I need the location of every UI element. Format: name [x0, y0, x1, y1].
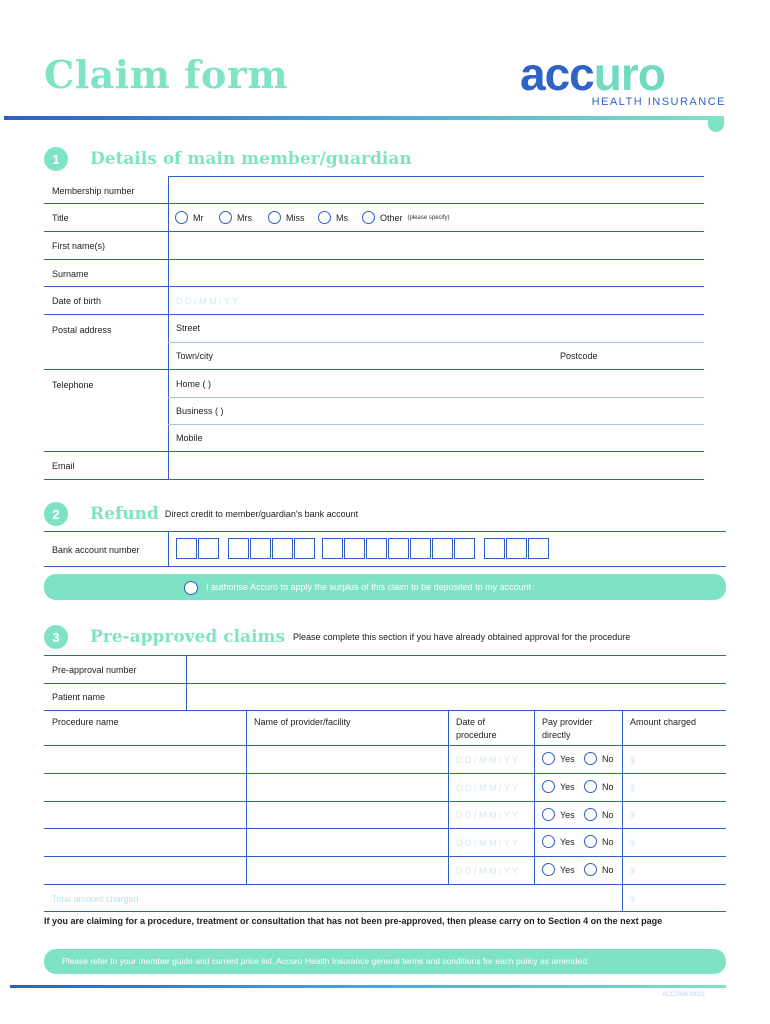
radio-icon[interactable] [184, 581, 198, 595]
dob-placeholder: D D / M M / Y Y [176, 296, 239, 306]
consent-radio[interactable] [184, 579, 198, 597]
title-ms-option[interactable]: Ms [318, 211, 348, 224]
col-pay-header-1: Pay provider [542, 717, 593, 727]
radio-icon[interactable] [542, 835, 555, 848]
bank-digit-box[interactable] [198, 538, 219, 559]
section4-note: If you are claiming for a procedure, treatment or consultation that has not been pre-approved, then please carry on to Section 4 on the next page [44, 916, 663, 926]
pay-yes-option[interactable]: Yes [542, 808, 575, 821]
logo-subtitle: HEALTH INSURANCE [591, 96, 726, 108]
section3-heading [44, 625, 630, 649]
section2-number: 2 [44, 502, 68, 526]
bank-digit-box[interactable] [454, 538, 475, 559]
amount-currency[interactable]: $ [630, 866, 636, 876]
patient-name-input[interactable] [187, 684, 726, 710]
radio-icon[interactable] [584, 808, 597, 821]
bank-digit-box[interactable] [506, 538, 527, 559]
logo-uro: uro [593, 48, 665, 100]
bank-digit-box[interactable] [410, 538, 431, 559]
radio-icon[interactable] [542, 808, 555, 821]
first-names-row[interactable] [44, 232, 704, 260]
section2-title: Refund [90, 504, 159, 524]
title-other-option[interactable]: Other (please specify) [362, 211, 450, 224]
amount-currency[interactable]: $ [630, 755, 636, 765]
radio-icon[interactable] [219, 211, 232, 224]
pay-no-option[interactable]: No [584, 835, 614, 848]
radio-icon[interactable] [318, 211, 331, 224]
bank-digit-box[interactable] [528, 538, 549, 559]
telephone-row [44, 370, 704, 452]
col-pay-header-2: directly [542, 730, 571, 740]
section3-title: Pre-approved claims [90, 627, 286, 647]
col-divider-3 [534, 710, 535, 884]
table-row-line [44, 884, 726, 885]
amount-currency[interactable]: $ [630, 783, 636, 793]
title-mrs-option[interactable]: Mrs [219, 211, 252, 224]
town-field[interactable]: Town/city [176, 351, 214, 361]
email-label: Email [52, 461, 75, 471]
postal-address-label: Postal address [52, 325, 112, 335]
telephone-label: Telephone [52, 380, 94, 390]
patient-name-label: Patient name [52, 692, 106, 702]
section2-heading [44, 502, 358, 526]
title-miss-option[interactable]: Miss [268, 211, 305, 224]
date-placeholder[interactable]: D D / M M / Y Y [456, 866, 519, 876]
phone-inner-line-2 [168, 424, 704, 425]
bank-digit-box[interactable] [344, 538, 365, 559]
table-total-line [44, 911, 726, 912]
radio-icon[interactable] [542, 780, 555, 793]
business-phone-field[interactable]: Business ( ) [176, 406, 224, 416]
pay-no-option[interactable]: No [584, 808, 614, 821]
radio-icon[interactable] [542, 752, 555, 765]
header-divider-tab [708, 116, 724, 132]
table-row-line [44, 828, 726, 829]
table-row-line [44, 745, 726, 746]
dob-label: Date of birth [52, 296, 102, 306]
bank-digit-box[interactable] [228, 538, 249, 559]
bank-account-label: Bank account number [52, 545, 140, 555]
s2-top-line [44, 531, 726, 532]
membership-number-row[interactable] [44, 176, 704, 204]
date-placeholder[interactable]: D D / M M / Y Y [456, 755, 519, 765]
home-phone-field[interactable]: Home ( ) [176, 379, 212, 389]
date-placeholder[interactable]: D D / M M / Y Y [456, 838, 519, 848]
col-divider-2 [448, 710, 449, 884]
bank-digit-box[interactable] [484, 538, 505, 559]
section2-subtitle: Direct credit to member/guardian's bank account [164, 509, 359, 519]
pay-yes-option[interactable]: Yes [542, 863, 575, 876]
bank-digit-box[interactable] [432, 538, 453, 559]
pay-no-option[interactable]: No [584, 780, 614, 793]
surname-label: Surname [52, 269, 89, 279]
bank-digit-box[interactable] [250, 538, 271, 559]
membership-number-label: Membership number [52, 186, 135, 196]
radio-icon[interactable] [268, 211, 281, 224]
title-label: Title [52, 213, 69, 223]
total-amount-label: Total amount charged [52, 894, 139, 904]
section1-number: 1 [44, 147, 68, 171]
header-divider [4, 116, 720, 120]
preapproval-input[interactable] [187, 656, 726, 682]
accuro-logo [520, 48, 730, 108]
street-field[interactable]: Street [176, 323, 201, 333]
radio-icon[interactable] [584, 863, 597, 876]
preapproval-label: Pre-approval number [52, 665, 137, 675]
dob-row[interactable] [44, 287, 704, 315]
radio-icon[interactable] [584, 835, 597, 848]
col-procedure-header: Procedure name [52, 717, 119, 727]
radio-icon[interactable] [584, 752, 597, 765]
mobile-phone-field[interactable]: Mobile [176, 433, 203, 443]
table-row-line [44, 856, 726, 857]
bank-digit-box[interactable] [294, 538, 315, 559]
pay-yes-option[interactable]: Yes [542, 780, 575, 793]
table-row-line [44, 801, 726, 802]
radio-icon[interactable] [175, 211, 188, 224]
s3-line-3 [44, 710, 726, 711]
s2-bottom-line [44, 566, 726, 567]
address-inner-line [168, 342, 704, 343]
date-placeholder[interactable]: D D / M M / Y Y [456, 810, 519, 820]
phone-inner-line-1 [168, 397, 704, 398]
col-divider-1 [246, 710, 247, 884]
radio-icon[interactable] [542, 863, 555, 876]
col-provider-header: Name of provider/facility [254, 717, 351, 727]
s2-label-divider [168, 531, 169, 566]
section3-number: 3 [44, 625, 68, 649]
amount-currency[interactable]: $ [630, 838, 636, 848]
bank-digit-box[interactable] [272, 538, 293, 559]
surname-row[interactable] [44, 260, 704, 287]
col-date-header-2: procedure [456, 730, 497, 740]
section3-subtitle: Please complete this section if you have already obtained approval for the procedure [293, 632, 631, 642]
other-specify-hint: (please specify) [407, 214, 450, 221]
pay-yes-option[interactable]: Yes [542, 752, 575, 765]
title-mr-option[interactable]: Mr [175, 211, 204, 224]
bank-digit-box[interactable] [176, 538, 197, 559]
terms-text: Please refer to your member guide and current price list. Accuro Health Insurance general terms and conditions for each policy as amended. [62, 956, 590, 966]
logo-acc: acc [520, 48, 594, 100]
col-date-header-1: Date of [456, 717, 486, 727]
radio-icon[interactable] [362, 211, 375, 224]
col-amount-header: Amount charged [630, 717, 697, 727]
radio-icon[interactable] [584, 780, 597, 793]
postcode-field[interactable]: Postcode [560, 351, 598, 361]
date-placeholder[interactable]: D D / M M / Y Y [456, 783, 519, 793]
form-title: Claim form [44, 52, 289, 97]
total-amount-currency[interactable]: $ [630, 894, 636, 904]
form-reference: ACC7056 03/22 [662, 992, 705, 998]
amount-currency[interactable]: $ [630, 810, 636, 820]
first-names-label: First name(s) [52, 241, 106, 251]
bank-digit-box[interactable] [322, 538, 343, 559]
table-row-line [44, 773, 726, 774]
bank-digit-box[interactable] [366, 538, 387, 559]
email-row[interactable] [44, 452, 704, 480]
footer-divider [10, 985, 726, 988]
pay-no-option[interactable]: No [584, 863, 614, 876]
bank-digit-box[interactable] [388, 538, 409, 559]
col-divider-4 [622, 710, 623, 912]
pay-yes-option[interactable]: Yes [542, 835, 575, 848]
consent-text: I authorise Accuro to apply the surplus of this claim to be deposited to my account [206, 582, 532, 592]
section1-title: Details of main member/guardian [90, 149, 412, 169]
pay-no-option[interactable]: No [584, 752, 614, 765]
section1-heading [44, 147, 412, 171]
